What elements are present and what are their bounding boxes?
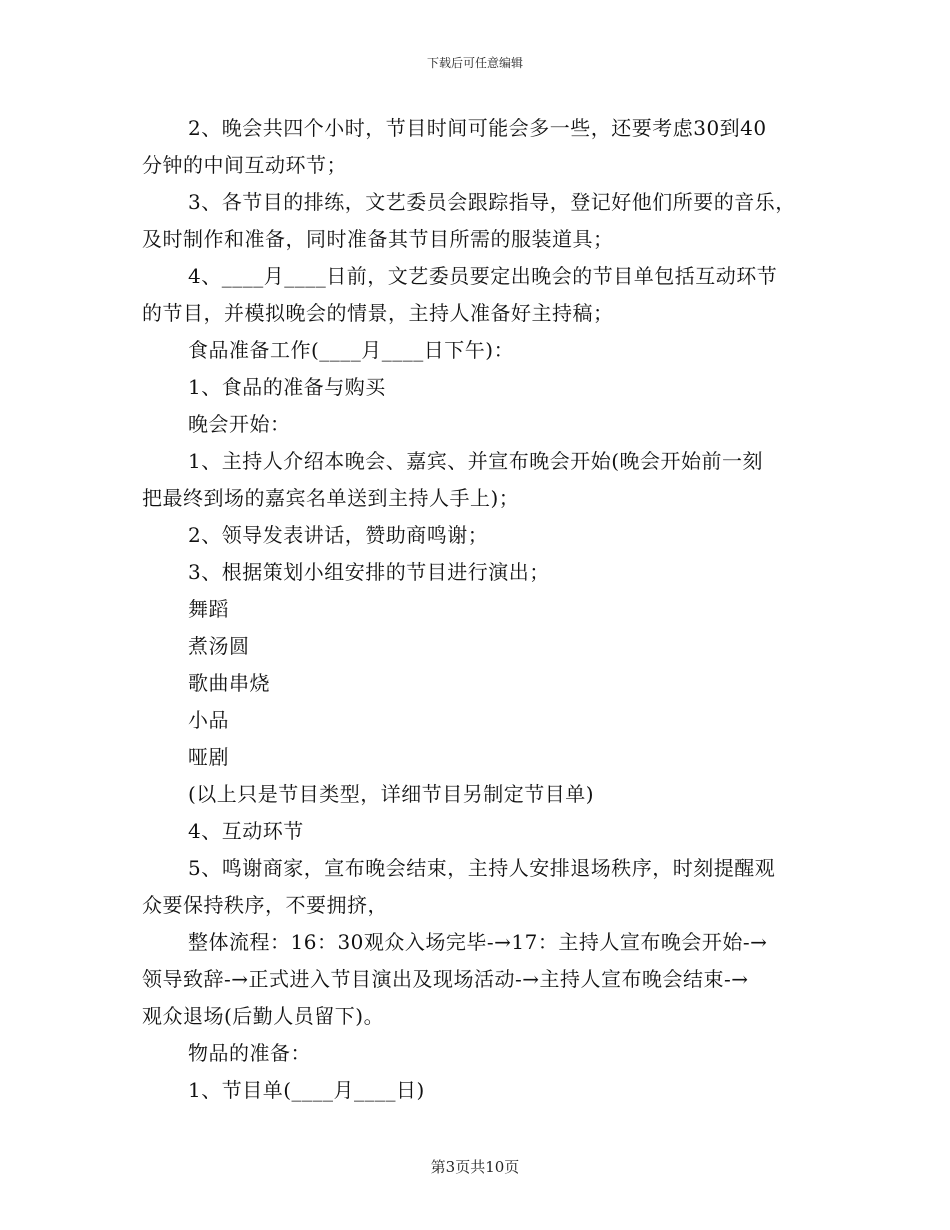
paragraph-line: 分钟的中间互动环节； xyxy=(142,153,347,177)
program-item: 哑剧 xyxy=(188,745,229,769)
paragraph-line: 的节目，并模拟晚会的情景，主持人准备好主持稿； xyxy=(142,301,614,325)
paragraph-line: 众要保持秩序，不要拥挤， xyxy=(142,893,388,917)
paragraph-line: 及时制作和准备，同时准备其节目所需的服装道具； xyxy=(142,227,614,251)
paragraph-line: 5、鸣谢商家，宣布晚会结束，主持人安排退场秩序，时刻提醒观 xyxy=(188,856,776,880)
paragraph-line: 2、领导发表讲话，赞助商鸣谢； xyxy=(188,523,489,547)
paragraph-line: (以上只是节目类型，详细节目另制定节目单) xyxy=(188,782,595,806)
paragraph-line: 2、晚会共四个小时，节目时间可能会多一些，还要考虑30到40 xyxy=(188,116,767,140)
section-heading: 食品准备工作(____月____日下午)： xyxy=(188,338,515,362)
page-header: 下载后可任意编辑 xyxy=(426,56,523,70)
paragraph-line: 1、食品的准备与购买 xyxy=(188,375,386,399)
paragraph-line: 3、根据策划小组安排的节目进行演出； xyxy=(188,560,550,584)
paragraph-line: 把最终到场的嘉宾名单送到主持人手上)； xyxy=(142,486,520,510)
program-item: 歌曲串烧 xyxy=(188,671,270,695)
paragraph-line: 1、主持人介绍本晚会、嘉宾、并宣布晚会开始(晚会开始前一刻 xyxy=(188,449,764,473)
document-body xyxy=(142,110,814,1109)
paragraph-line: 观众退场(后勤人员留下)。 xyxy=(142,1004,385,1028)
paragraph-line: 4、____月____日前，文艺委员要定出晚会的节目单包括互动环节 xyxy=(188,264,778,288)
paragraph-line: 4、互动环节 xyxy=(188,819,304,843)
program-item: 小品 xyxy=(188,708,229,732)
program-item: 舞蹈 xyxy=(188,597,229,621)
paragraph-line: 1、节目单(____月____日) xyxy=(188,1078,425,1102)
section-heading: 物品的准备： xyxy=(188,1041,311,1065)
page-footer: 第3页共10页 xyxy=(430,1158,520,1176)
paragraph-line: 整体流程：16：30观众入场完毕-→17：主持人宣布晚会开始-→ xyxy=(188,930,768,954)
program-item: 煮汤圆 xyxy=(188,634,250,658)
paragraph-line: 领导致辞-→正式进入节目演出及现场活动-→主持人宣布晚会结束-→ xyxy=(142,967,749,991)
paragraph-line: 3、各节目的排练，文艺委员会跟踪指导，登记好他们所要的音乐， xyxy=(188,190,796,214)
section-heading: 晚会开始： xyxy=(188,412,291,436)
